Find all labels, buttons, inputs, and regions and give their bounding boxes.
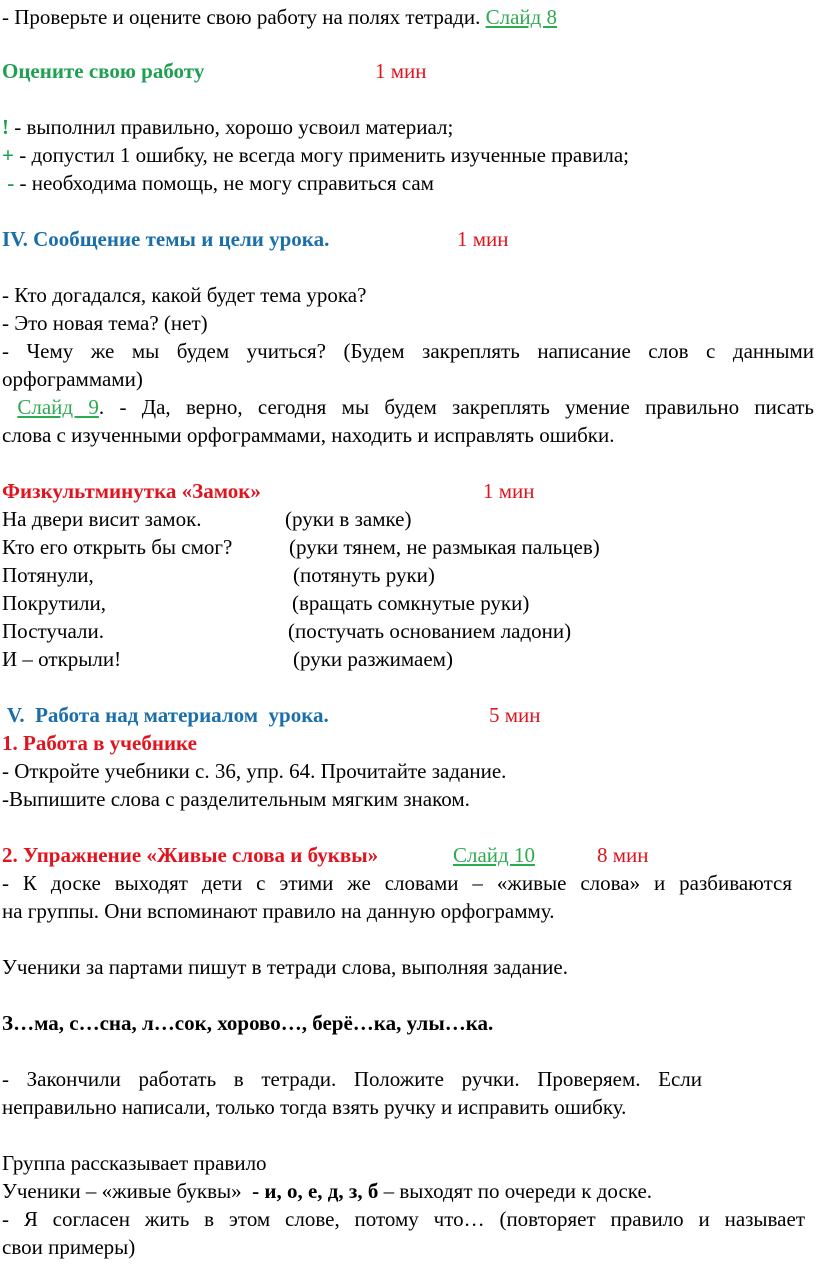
phys-action: (руки тянем, не размыкая пальцев) [289, 535, 600, 559]
agree-line: свои примеры) [2, 1235, 136, 1259]
section-5-time: 5 мин [489, 703, 541, 727]
slide-8-link[interactable]: Слайд 8 [485, 5, 558, 29]
section-4-heading [2, 226, 509, 253]
pupils-line: Ученики за партами пишут в тетради слова, выполняя задание. [2, 955, 568, 979]
mark-line [2, 170, 434, 197]
phys-row [2, 562, 802, 589]
mark-symbol: + [2, 143, 14, 167]
finish-line: - Закончили работать в тетради. Положите ручки. Проверяем. Если [2, 1067, 702, 1091]
section-4-time: 1 мин [457, 227, 509, 251]
work-2-heading [2, 842, 649, 869]
phys-verse: Кто его открыть бы смог? [2, 535, 233, 559]
section-5-title: V. Работа над материалом урока. [2, 703, 329, 727]
check-text: - Проверьте и оцените свою работу на полях тетради. [2, 5, 486, 29]
phys-verse: Постучали. [2, 619, 104, 643]
assess-title: Оцените свою работу [2, 59, 205, 83]
phys-heading [2, 478, 535, 505]
phys-action: (вращать сомкнутые руки) [292, 591, 530, 615]
phys-verse: Потянули, [2, 563, 94, 587]
slide-9-link[interactable]: Слайд 9 [17, 395, 99, 419]
phys-action: (руки разжимаем) [293, 647, 453, 671]
phys-row [2, 618, 802, 645]
group-line: Группа рассказывает правило [2, 1151, 267, 1175]
work-1-line: - Откройте учебники с. 36, упр. 64. Прочитайте задание. [2, 759, 507, 783]
letters-line [2, 1178, 652, 1205]
work-1-line: -Выпишите слова с разделительным мягким знаком. [2, 787, 470, 811]
work-2-time: 8 мин [597, 843, 649, 867]
check-line [2, 4, 557, 31]
assess-heading [2, 58, 427, 85]
mark-text: - допустил 1 ошибку, не всегда могу применить изученные правила; [13, 143, 630, 167]
mark-text: - выполнил правильно, хорошо усвоил материал; [9, 115, 454, 139]
work-2-title: 2. Упражнение «Живые слова и буквы» [2, 843, 379, 867]
mark-symbol: - [2, 171, 15, 195]
phys-row [2, 646, 802, 673]
work-2-line: на группы. Они вспоминают правило на данную орфограмму. [2, 899, 555, 923]
phys-action: (руки в замке) [285, 507, 412, 531]
finish-line: неправильно написали, только тогда взять ручку и исправить ошибку. [2, 1095, 627, 1119]
assess-time: 1 мин [375, 59, 427, 83]
slide-9-line [2, 394, 814, 421]
agree-line: - Я согласен жить в этом слове, потому что… (повторяет правило и называет [2, 1207, 805, 1231]
letters-bold: - и, о, е, д, з, б [252, 1179, 379, 1203]
question-line: - Кто догадался, какой будет тема урока? [2, 283, 367, 307]
words-exercise: З…ма, с…сна, л…сок, хорово…, берё…ка, улы…ка. [2, 1011, 494, 1035]
mark-line [2, 142, 629, 169]
phys-verse: Покрутили, [2, 591, 106, 615]
question-line: - Это новая тема? (нет) [2, 311, 208, 335]
phys-title: Физкультминутка «Замок» [2, 479, 261, 503]
phys-verse: На двери висит замок. [2, 507, 202, 531]
phys-row [2, 506, 802, 533]
slide-10-link[interactable]: Слайд 10 [453, 843, 535, 867]
phys-action: (потянуть руки) [293, 563, 435, 587]
work-2-line: - К доске выходят дети с этими же словами – «живые слова» и разбиваются [2, 871, 792, 895]
phys-verse: И – открыли! [2, 647, 122, 671]
phys-row [2, 590, 802, 617]
phys-time: 1 мин [483, 479, 535, 503]
letters-pre: Ученики – «живые буквы» [2, 1179, 253, 1203]
mark-text: - необходима помощь, не могу справиться сам [14, 171, 434, 195]
letters-post: – выходят по очереди к доске. [378, 1179, 653, 1203]
question-line: - Чему же мы будем учиться? (Будем закреплять написание слов с данными [2, 339, 814, 363]
section-5-heading [2, 702, 541, 729]
work-1-title: 1. Работа в учебнике [2, 731, 197, 755]
phys-row [2, 534, 802, 561]
question-line: орфограммами) [2, 367, 143, 391]
phys-action: (постучать основанием ладони) [288, 619, 572, 643]
section-4-title: IV. Сообщение темы и цели урока. [2, 227, 330, 251]
mark-line [2, 114, 453, 141]
slide-9-text: . - Да, верно, сегодня мы будем закреплять умение правильно писать [98, 395, 814, 419]
slide-9-line-2: слова с изученными орфограммами, находить и исправлять ошибки. [2, 423, 615, 447]
mark-symbol: ! [2, 115, 9, 139]
